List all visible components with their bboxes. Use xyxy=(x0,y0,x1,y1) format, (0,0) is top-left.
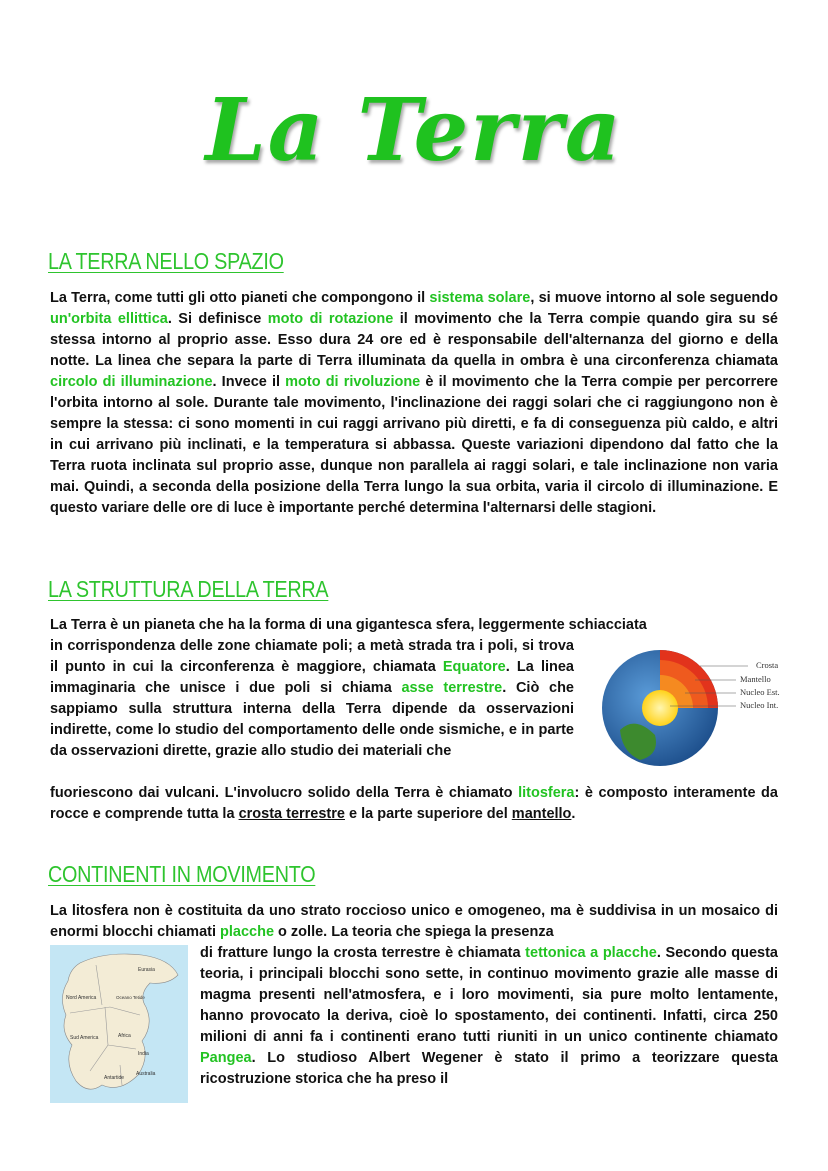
highlighted-term: sistema solare xyxy=(429,290,531,306)
underlined-term: crosta terrestre xyxy=(238,806,345,822)
text-run: La litosfera non è costituita da uno strato roccioso unico e omogeneo, ma è suddivisa in un mosaico di enormi blocchi chiamati xyxy=(50,903,778,940)
section-body-struttura-top xyxy=(50,615,778,636)
text-run: e la parte superiore del xyxy=(344,806,512,822)
section-heading-continenti: CONTINENTI IN MOVIMENTO xyxy=(48,861,316,887)
section-heading-struttura: LA STRUTTURA DELLA TERRA xyxy=(48,576,329,602)
text-run: di fratture lungo la crosta terrestre è chiamata xyxy=(200,945,526,961)
section-heading-spazio: LA TERRA NELLO SPAZIO xyxy=(48,248,284,274)
text-run: fuoriescono dai vulcani. L'involucro solido della Terra è chiamato xyxy=(50,785,519,801)
inner-core xyxy=(642,690,678,726)
earth-structure-diagram xyxy=(600,640,790,780)
text-run: il movimento che la Terra compie quando gira su sé stessa intorno al proprio asse. Esso dura 24 ore ed è responsabile dell'alternanza del giorno e della notte. La linea che separa la parte di Terra illuminata da quella in ombra è una circonferenza chiamata xyxy=(50,311,778,369)
section-body-struttura-wrap xyxy=(50,636,574,762)
highlighted-term: moto di rivoluzione xyxy=(285,374,421,390)
text-run: , si muove intorno al sole seguendo xyxy=(530,290,778,306)
section-body-struttura-bottom xyxy=(50,783,778,825)
map-label-india: India xyxy=(138,1051,149,1057)
text-run: in corrispondenza delle zone chiamate poli; a metà strada tra i poli, si trova il punto in cui la circonferenza è maggiore, chiamata xyxy=(50,638,574,675)
text-run: . Secondo questa teoria, i principali blocchi sono sette, in continuo movimento grazie alle masse di magma presenti nell'atmosfera, e i loro movimenti, sia pure molto lentamente, hanno provocato la deriva, cioè lo spostamento, dei continenti. Infatti, circa 250 milioni di anni fa i continenti erano tutti riuniti in un unico continente chiamato xyxy=(200,945,778,1045)
map-label-antartide: Antartide xyxy=(104,1075,125,1081)
earth-label-nucleo-int: Nucleo Int. xyxy=(740,700,779,710)
underlined-term: mantello xyxy=(511,806,572,822)
text-run: : è composto interamente da rocce e comprende tutta la xyxy=(50,785,778,822)
highlighted-term: circolo di illuminazione xyxy=(50,374,213,390)
highlighted-term: tettonica a placche xyxy=(525,945,657,961)
earth-label-crosta: Crosta xyxy=(756,660,779,670)
highlighted-term: moto di rotazione xyxy=(267,311,394,327)
highlighted-term: Equatore xyxy=(442,659,506,675)
map-label-sud-america: Sud America xyxy=(70,1035,99,1041)
text-run: . xyxy=(571,806,576,822)
text-run: . Lo studioso Albert Wegener è stato il primo a teorizzare questa ricostruzione storica che ha preso il xyxy=(200,1050,778,1087)
text-run: . La linea immaginaria che unisce i due poli si chiama xyxy=(50,659,574,696)
map-label-africa: Africa xyxy=(118,1033,131,1039)
section-body-continenti-top xyxy=(50,901,778,943)
text-run: La Terra è un pianeta che ha la forma di una gigantesca sfera, leggermente schiacciata xyxy=(50,617,647,633)
page-title: La Terra xyxy=(205,80,623,181)
text-run: o zolle. La teoria che spiega la presenza xyxy=(274,924,554,940)
highlighted-term: Pangea xyxy=(200,1050,252,1066)
highlighted-term: litosfera xyxy=(518,785,575,801)
section-body-spazio xyxy=(50,288,778,519)
text-run: . Si definisce xyxy=(167,311,268,327)
highlighted-term: asse terrestre xyxy=(401,680,503,696)
earth-label-nucleo-est: Nucleo Est. xyxy=(740,687,780,697)
pangea-map xyxy=(50,945,188,1103)
earth-label-mantello: Mantello xyxy=(740,674,771,684)
highlighted-term: un'orbita ellittica xyxy=(50,311,168,327)
map-label-eurasia: Eurasia xyxy=(138,967,155,973)
map-label-australia: Australia xyxy=(136,1071,156,1077)
text-run: . Ciò che sappiamo sulla struttura interna della Terra dipende da osservazioni indirette, come lo studio del comportamento delle onde sismiche, e in parte da osservazioni dirette, grazie allo studio dei materiali che xyxy=(50,680,574,759)
text-run: è il movimento che la Terra compie per percorrere l'orbita intorno al sole. Durante tale movimento, l'inclinazione dei raggi solari che ci raggiungono non è sempre la stessa: ci sono momenti in cui raggi arrivano più diretti, e fa di conseguenza più caldo, e altri in cui arrivano più inclinati, e la temperatura si abbassa. Queste variazioni dipendono dal fatto che la Terra ruota inclinata sul proprio asse, dunque non parallela ai raggi solari, e tale inclinazione non varia mai. Quindi, a seconda della posizione della Terra lungo la sua orbita, varia il circolo di illuminazione. E questo variare delle ore di luce è importante perché determina l'alternarsi delle stagioni. xyxy=(50,374,778,516)
text-run: La Terra, come tutti gli otto pianeti che compongono il xyxy=(50,290,430,306)
highlighted-term: placche xyxy=(220,924,275,940)
text-run: . Invece il xyxy=(212,374,286,390)
map-label-nord-america: Nord America xyxy=(66,995,97,1001)
section-body-continenti-wrap xyxy=(200,943,778,1090)
map-label-oceano-tetide: Oceano Tetide xyxy=(116,995,145,1000)
